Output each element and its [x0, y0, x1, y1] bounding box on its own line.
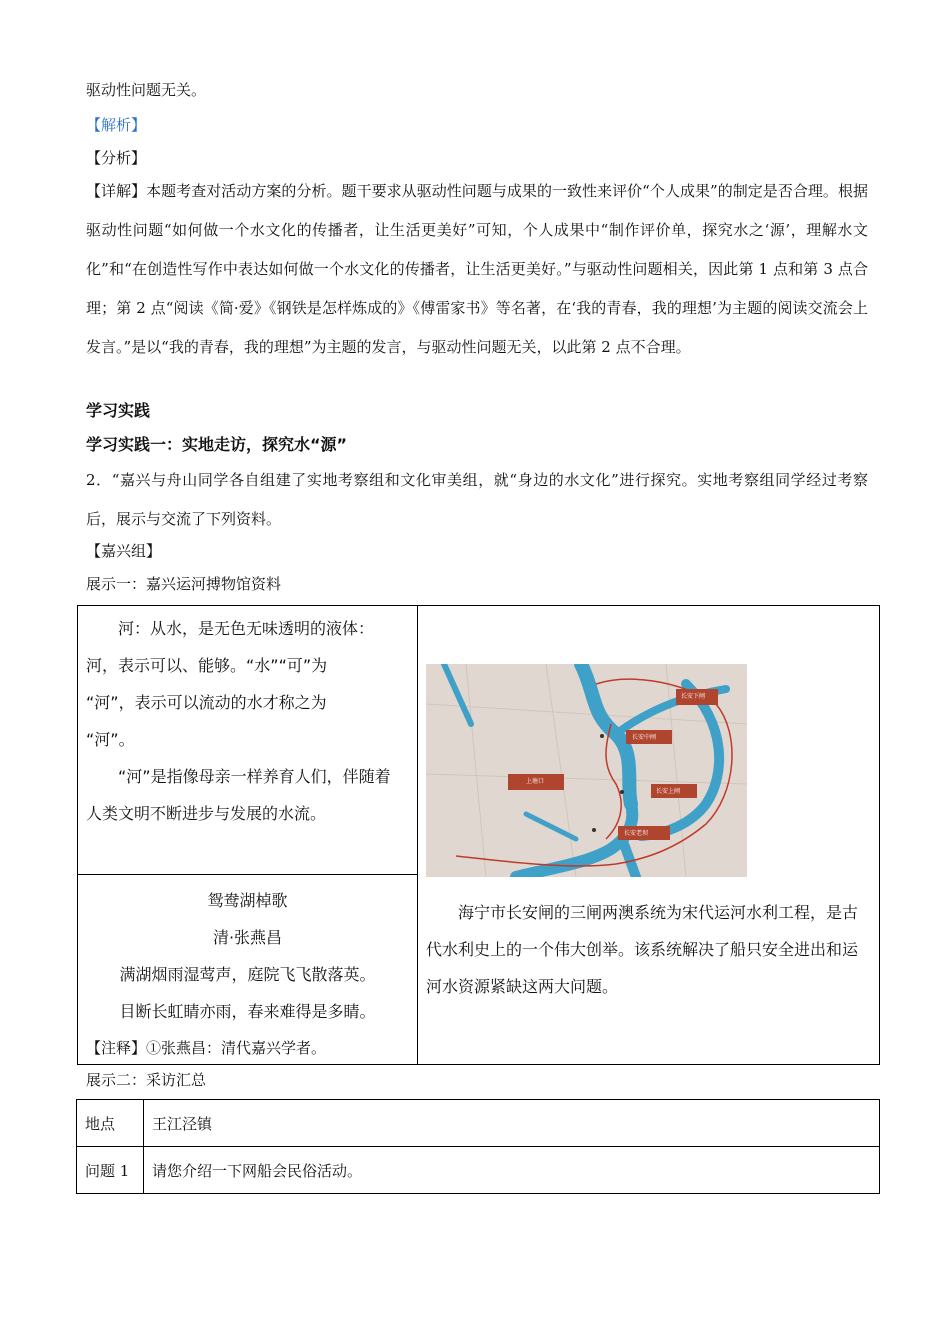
detail-tag: 【详解】	[86, 182, 147, 200]
analysis-tag: 【解析】	[86, 116, 147, 134]
table-divider	[78, 874, 417, 875]
display-one-label: 展示一：嘉兴运河搏物馆资料	[86, 575, 282, 593]
river-line: 河，表示可以、能够。“水”“可”为	[86, 656, 328, 675]
detail-paragraph	[86, 172, 868, 367]
map-label-old-dam: 长安老坝	[624, 830, 649, 837]
poem-author: 清·张燕昌	[212, 928, 283, 947]
interview-table	[76, 1099, 880, 1194]
table-cell-value: 王江泾镇	[144, 1100, 880, 1147]
table-row	[77, 1147, 880, 1194]
top-line: 驱动性问题无关。	[86, 81, 207, 99]
poem-line: 满湖烟雨湿莺声，庭院飞飞散落英。	[119, 965, 376, 984]
changan-lock-map-image	[426, 664, 747, 877]
river-definition-cell	[86, 610, 406, 832]
table-cell-key: 问题 1	[77, 1147, 144, 1194]
river-line: “河”。	[86, 730, 135, 749]
map-label-lower-gate: 长安下闸	[681, 693, 706, 700]
map-label-upper-gate: 长安上闸	[656, 788, 681, 795]
poem-note: 【注释】①张燕昌：清代嘉兴学者。	[86, 1039, 327, 1057]
detail-text: 本题考查对活动方案的分析。题干要求从驱动性问题与成果的一致性来评价“个人成果”的制定是否合理。根据驱动性问题“如何做一个水文化的传播者，让生活更美好”可知，个人成果中“制作评价单，探究水之‘源’，理解水文化”和“在创造性写作中表达如何做一个水文化的传播者，让生活更美好。”与驱动性问题相关，因此第 1 点和第 3 点合理；第 2 点“阅读《简·爱》《钢铁是怎样炼成的》《傅雷家书》等名著，在‘我的青春，我的理想’为主题的阅读交流会上发言。”是以“我的青春，我的理想”为主题的发言，与驱动性问题无关，以此第 2 点不合理。	[86, 182, 868, 356]
question-text: 2．“嘉兴与舟山同学各自组建了实地考察组和文化审美组，就“身边的水文化”进行探究。实地考察组同学经过考察后，展示与交流了下列资料。	[86, 471, 868, 528]
river-line: “河”，表示可以流动的水才称之为	[86, 693, 327, 712]
table-cell-value: 请您介绍一下网船会民俗活动。	[144, 1147, 880, 1194]
table-row	[77, 1100, 880, 1147]
table-cell-key: 地点	[77, 1100, 144, 1147]
map-label-middle-gate: 长安中闸	[632, 734, 657, 741]
river-line: 河：从水，是无色无味透明的液体：	[118, 619, 375, 638]
map-caption: 海宁市长安闸的三闸两澳系统为宋代运河水利工程，是古代水利史上的一个伟大创举。该系统解决了船只安全进出和运河水资源紧缺这两大问题。	[426, 903, 859, 996]
display-one-table	[77, 605, 880, 1065]
practice-title: 学习实践一：实地走访，探究水“源”	[86, 435, 348, 454]
poem-cell	[78, 882, 417, 1067]
poem-title: 鸳鸯湖棹歌	[207, 891, 288, 910]
table-divider	[417, 606, 418, 1064]
display-two-label: 展示二：采访汇总	[86, 1071, 207, 1089]
analysis-sub-tag: 【分析】	[86, 149, 147, 167]
river-line: “河”是指像母亲一样养育人们，伴随着人类文明不断进步与发展的水流。	[86, 767, 391, 823]
group-label: 【嘉兴组】	[86, 542, 162, 560]
map-label-shangtang: 上塘口	[526, 778, 545, 785]
poem-line: 目断长虹睛亦雨，春来难得是多睛。	[119, 1002, 376, 1021]
section-title: 学习实践	[86, 401, 151, 420]
